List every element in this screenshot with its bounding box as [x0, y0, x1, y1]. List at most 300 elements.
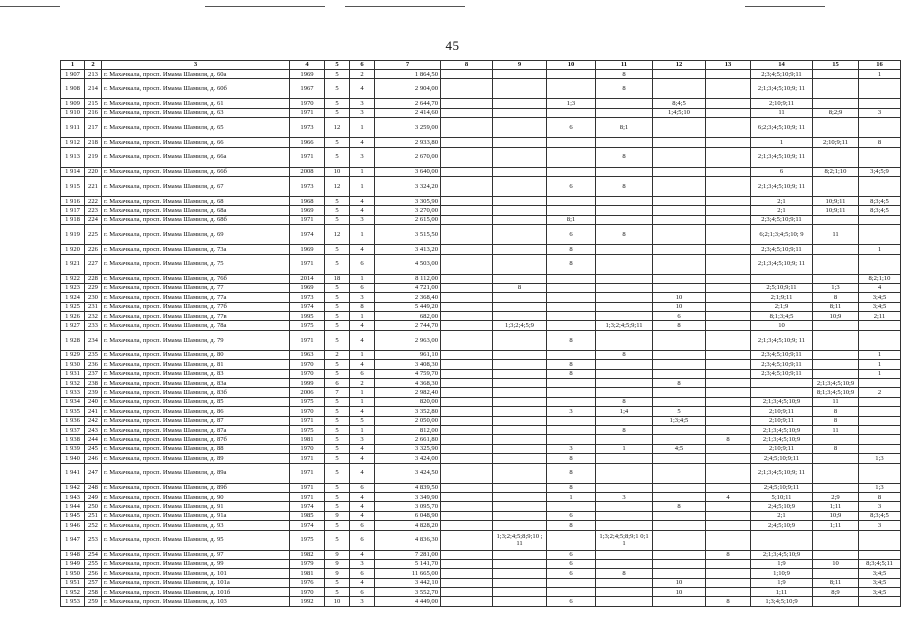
table-cell: 5 [325, 70, 350, 79]
table-cell: 6 [325, 379, 350, 388]
table-cell: 4 [350, 463, 375, 483]
table-cell [596, 511, 653, 520]
table-row [61, 283, 901, 292]
table-cell: 2 982,40 [375, 388, 441, 397]
table-cell [706, 379, 751, 388]
table-cell: 4 [350, 407, 375, 416]
table-cell [653, 550, 706, 559]
table-cell: 1975 [290, 530, 325, 550]
table-cell: 8 [547, 245, 596, 254]
table-cell: 259 [85, 597, 102, 606]
column-header: 3 [102, 61, 290, 70]
table-cell [493, 99, 547, 108]
table-cell: 2;1;3;4;5;10;9 [751, 425, 813, 434]
table-cell [441, 388, 493, 397]
table-cell [596, 360, 653, 369]
table-cell: 1976 [290, 578, 325, 587]
table-cell: 2;10;9;11 [751, 416, 813, 425]
table-cell: 6 [350, 283, 375, 292]
table-cell [493, 569, 547, 578]
table-row [61, 597, 901, 606]
table-cell [653, 435, 706, 444]
table-cell: 5 [325, 99, 350, 108]
table-cell: г. Махачкала, просп. Имама Шамиля, д. 60б [102, 79, 290, 99]
table-cell: 4 [706, 492, 751, 501]
table-cell [441, 454, 493, 463]
table-cell [813, 70, 859, 79]
table-row [61, 578, 901, 587]
table-cell [596, 108, 653, 117]
table-cell: 5 [325, 435, 350, 444]
table-cell [859, 416, 901, 425]
table-cell: 4 [350, 578, 375, 587]
table-cell: г. Махачкала, просп. Имама Шамиля, д. 87б [102, 435, 290, 444]
table-cell: 8 [653, 379, 706, 388]
table-cell: 1979 [290, 559, 325, 568]
table-cell [547, 530, 596, 550]
table-cell: 1971 [290, 215, 325, 224]
table-cell: 223 [85, 206, 102, 215]
table-cell [706, 360, 751, 369]
table-cell [493, 302, 547, 311]
table-cell: г. Махачкала, просп. Имама Шамиля, д. 77в [102, 312, 290, 321]
table-cell: 1971 [290, 330, 325, 350]
table-cell [859, 425, 901, 434]
table-cell [547, 588, 596, 597]
table-cell: 232 [85, 312, 102, 321]
table-cell: 3 408,30 [375, 360, 441, 369]
table-cell: 4 839,50 [375, 483, 441, 492]
table-cell [706, 245, 751, 254]
table-cell: 1999 [290, 379, 325, 388]
table-cell: 8 [596, 225, 653, 245]
table-cell [547, 350, 596, 359]
table-cell: 1 915 [61, 176, 85, 196]
table-cell: 1 935 [61, 407, 85, 416]
table-cell: 3 [547, 444, 596, 453]
table-cell: 3 [350, 293, 375, 302]
table-cell [653, 79, 706, 99]
table-cell: 3 324,20 [375, 176, 441, 196]
table-cell: 3;4;5 [859, 302, 901, 311]
table-cell [859, 397, 901, 406]
table-cell: 5 [325, 360, 350, 369]
table-cell [596, 99, 653, 108]
table-cell [493, 176, 547, 196]
table-cell: 1;3 [547, 99, 596, 108]
table-cell: 3 [350, 559, 375, 568]
table-cell: 8;11 [813, 578, 859, 587]
table-cell: 1 [350, 118, 375, 138]
table-cell [441, 302, 493, 311]
table-cell: 2;1;3;4;5;10;9; 11 [751, 254, 813, 274]
table-cell [493, 70, 547, 79]
table-cell [706, 99, 751, 108]
table-cell [653, 245, 706, 254]
table-cell: 1;3;2;4;5;9 [493, 321, 547, 330]
table-row [61, 407, 901, 416]
table-cell [706, 254, 751, 274]
table-cell: 7 [325, 388, 350, 397]
table-cell: 6 [350, 588, 375, 597]
table-cell: 1;3 [813, 283, 859, 292]
table-cell: 234 [85, 330, 102, 350]
table-cell [441, 435, 493, 444]
table-cell: 8 [596, 70, 653, 79]
table-cell [547, 502, 596, 511]
table-cell [706, 215, 751, 224]
table-cell: г. Махачкала, просп. Имама Шамиля, д. 87 [102, 416, 290, 425]
table-cell: 6 [653, 312, 706, 321]
table-row [61, 147, 901, 167]
table-cell: 1985 [290, 511, 325, 520]
table-cell: г. Махачкала, просп. Имама Шамиля, д. 77 [102, 283, 290, 292]
table-cell: 5 [325, 578, 350, 587]
table-cell: 2;11 [859, 312, 901, 321]
table-cell [596, 330, 653, 350]
table-cell [547, 274, 596, 283]
table-row [61, 521, 901, 530]
table-cell [596, 369, 653, 378]
table-cell [441, 550, 493, 559]
table-cell: 4 721,00 [375, 283, 441, 292]
table-cell [859, 254, 901, 274]
table-cell: 6 [751, 167, 813, 176]
table-cell: 3;4;5;9 [859, 167, 901, 176]
table-cell: 1 934 [61, 397, 85, 406]
table-cell: 1;3 [859, 454, 901, 463]
table-cell [441, 254, 493, 274]
table-cell: 1975 [290, 321, 325, 330]
table-cell: г. Махачкала, просп. Имама Шамиля, д. 99 [102, 559, 290, 568]
table-cell [441, 293, 493, 302]
table-cell [859, 225, 901, 245]
table-cell: 2 644,70 [375, 99, 441, 108]
table-cell [493, 118, 547, 138]
table-cell: 8 [813, 293, 859, 302]
table-cell: 5 [325, 108, 350, 117]
table-cell: 252 [85, 521, 102, 530]
table-cell [706, 293, 751, 302]
table-cell [596, 559, 653, 568]
table-cell: 2 [859, 388, 901, 397]
table-cell: 235 [85, 350, 102, 359]
table-cell [706, 206, 751, 215]
table-cell: 6 [350, 530, 375, 550]
table-cell [653, 330, 706, 350]
table-cell [441, 118, 493, 138]
table-cell [706, 530, 751, 550]
table-cell: 1 [751, 138, 813, 147]
table-cell: г. Махачкала, просп. Имама Шамиля, д. 85 [102, 397, 290, 406]
table-cell: г. Махачкала, просп. Имама Шамиля, д. 68б [102, 215, 290, 224]
table-cell: 6 [547, 176, 596, 196]
table-cell [547, 293, 596, 302]
table-cell: 12 [325, 176, 350, 196]
table-cell: 8 [596, 425, 653, 434]
table-cell [653, 463, 706, 483]
table-cell: 1970 [290, 444, 325, 453]
table-cell [441, 360, 493, 369]
table-cell [596, 550, 653, 559]
table-cell [493, 360, 547, 369]
table-cell: 1969 [290, 206, 325, 215]
table-cell: 1 920 [61, 245, 85, 254]
table-cell: г. Махачкала, просп. Имама Шамиля, д. 101б [102, 588, 290, 597]
table-cell: г. Махачкала, просп. Имама Шамиля, д. 61 [102, 99, 290, 108]
table-cell: 4 [350, 206, 375, 215]
table-cell: 8;1;3;4;5 [751, 312, 813, 321]
table-cell [547, 435, 596, 444]
table-cell [493, 416, 547, 425]
table-cell: 2;1;3;4;5;10;9; 11 [751, 463, 813, 483]
table-cell: 8;2;1;10 [813, 167, 859, 176]
table-cell: 3 352,80 [375, 407, 441, 416]
table-cell: 2;3;4;5;10;9;11 [751, 350, 813, 359]
table-cell: 4;5 [653, 444, 706, 453]
table-cell: 12 [325, 225, 350, 245]
table-cell: 1 941 [61, 463, 85, 483]
table-cell: 1970 [290, 588, 325, 597]
table-cell: 238 [85, 379, 102, 388]
table-row [61, 530, 901, 550]
table-cell [596, 597, 653, 606]
table-cell: г. Махачкала, просп. Имама Шамиля, д. 69 [102, 225, 290, 245]
table-cell: 1 [859, 245, 901, 254]
table-cell: 254 [85, 550, 102, 559]
table-cell [596, 245, 653, 254]
table-row [61, 176, 901, 196]
table-cell [706, 444, 751, 453]
table-cell [441, 502, 493, 511]
table-cell [441, 578, 493, 587]
table-cell: 233 [85, 321, 102, 330]
table-cell [653, 70, 706, 79]
table-cell: 5 [325, 521, 350, 530]
table-cell: 2;1;9 [751, 302, 813, 311]
table-cell [596, 379, 653, 388]
table-cell: 8;9 [813, 588, 859, 597]
table-cell: 5 [653, 407, 706, 416]
table-cell: 8;4;5 [653, 99, 706, 108]
table-cell: 5 [325, 302, 350, 311]
table-cell [547, 138, 596, 147]
table-cell: г. Махачкала, просп. Имама Шамиля, д. 101 [102, 569, 290, 578]
table-cell [441, 312, 493, 321]
table-cell: г. Махачкала, просп. Имама Шамиля, д. 60а [102, 70, 290, 79]
table-cell: 221 [85, 176, 102, 196]
table-cell: 246 [85, 454, 102, 463]
column-header: 4 [290, 61, 325, 70]
table-cell: 4 [350, 454, 375, 463]
table-cell: 1 924 [61, 293, 85, 302]
table-cell [441, 99, 493, 108]
table-cell: 1 [350, 274, 375, 283]
table-cell [706, 483, 751, 492]
table-cell: 1 952 [61, 588, 85, 597]
table-cell: 5 [325, 397, 350, 406]
table-cell: 1;11 [813, 521, 859, 530]
table-cell [859, 330, 901, 350]
table-cell: 4 [350, 492, 375, 501]
table-cell: 8 [813, 407, 859, 416]
table-cell: 1 929 [61, 350, 85, 359]
table-cell [653, 559, 706, 568]
table-cell [653, 397, 706, 406]
table-cell: г. Махачкала, просп. Имама Шамиля, д. 83а [102, 379, 290, 388]
table-cell [547, 379, 596, 388]
table-cell: 8 [813, 444, 859, 453]
table-cell: 4 503,00 [375, 254, 441, 274]
table-cell: 8;3;4;5 [859, 196, 901, 205]
table-cell: 217 [85, 118, 102, 138]
table-cell: г. Махачкала, просп. Имама Шамиля, д. 77б [102, 302, 290, 311]
table-cell [706, 70, 751, 79]
table-cell: 1 945 [61, 511, 85, 520]
column-header: 13 [706, 61, 751, 70]
table-cell [441, 196, 493, 205]
table-cell: 5 [325, 463, 350, 483]
table-cell [706, 521, 751, 530]
table-cell: 961,10 [375, 350, 441, 359]
table-cell [441, 215, 493, 224]
table-cell [441, 483, 493, 492]
table-cell: г. Махачкала, просп. Имама Шамиля, д. 80 [102, 350, 290, 359]
table-cell: 2 661,80 [375, 435, 441, 444]
table-cell [859, 597, 901, 606]
table-cell: 1 933 [61, 388, 85, 397]
table-cell: 3 424,50 [375, 463, 441, 483]
table-cell: 4 836,30 [375, 530, 441, 550]
table-cell [547, 416, 596, 425]
table-cell: 1966 [290, 138, 325, 147]
table-cell: 5 141,70 [375, 559, 441, 568]
table-cell: 1;10;9 [751, 569, 813, 578]
table-cell: 1970 [290, 360, 325, 369]
table-cell: 3;4;5 [859, 569, 901, 578]
table-cell [813, 330, 859, 350]
table-cell [493, 588, 547, 597]
table-cell: г. Махачкала, просп. Имама Шамиля, д. 89 [102, 454, 290, 463]
table-cell: 257 [85, 578, 102, 587]
table-cell [493, 550, 547, 559]
table-cell: 1971 [290, 483, 325, 492]
table-cell [751, 379, 813, 388]
table-cell: 5 [325, 588, 350, 597]
table-cell: 3 270,00 [375, 206, 441, 215]
table-cell: 8 [547, 463, 596, 483]
table-cell: 249 [85, 492, 102, 501]
table-cell: 1967 [290, 79, 325, 99]
table-cell [441, 559, 493, 568]
table-cell [493, 330, 547, 350]
table-cell: 8 [547, 330, 596, 350]
table-cell [653, 511, 706, 520]
table-cell [813, 463, 859, 483]
table-cell: 5 [325, 530, 350, 550]
table-cell [441, 397, 493, 406]
table-cell: 2;10;9;11 [751, 444, 813, 453]
table-cell [813, 454, 859, 463]
table-cell [441, 108, 493, 117]
table-cell: 2;5;10;9;11 [751, 283, 813, 292]
table-cell [653, 283, 706, 292]
table-cell: 1 927 [61, 321, 85, 330]
table-cell [441, 225, 493, 245]
table-row [61, 425, 901, 434]
table-cell: 6;2;1;3;4;5;10; 9 [751, 225, 813, 245]
table-cell [493, 350, 547, 359]
table-cell [441, 330, 493, 350]
table-cell: 229 [85, 283, 102, 292]
table-cell: 10 [653, 302, 706, 311]
table-cell: 5 [325, 293, 350, 302]
table-cell: 1 [859, 360, 901, 369]
table-cell: 6 [350, 569, 375, 578]
table-cell: 6 [547, 569, 596, 578]
table-cell: 8 [859, 138, 901, 147]
table-cell: 3 [350, 108, 375, 117]
table-row [61, 454, 901, 463]
table-cell: 2;10;9;11 [751, 99, 813, 108]
table-cell: 230 [85, 293, 102, 302]
table-cell: 1974 [290, 225, 325, 245]
table-cell: 2 615,00 [375, 215, 441, 224]
table-row [61, 196, 901, 205]
table-cell: 1 [350, 176, 375, 196]
table-cell [653, 360, 706, 369]
table-cell: 2 744,70 [375, 321, 441, 330]
table-row [61, 569, 901, 578]
table-cell [706, 588, 751, 597]
table-cell: 5 [325, 196, 350, 205]
table-cell [706, 454, 751, 463]
table-cell: 216 [85, 108, 102, 117]
table-cell: 1 942 [61, 483, 85, 492]
table-cell: 2 [350, 70, 375, 79]
table-cell: 1 923 [61, 283, 85, 292]
table-cell [859, 176, 901, 196]
table-row [61, 360, 901, 369]
table-cell [706, 283, 751, 292]
table-cell: 1;9 [751, 559, 813, 568]
table-cell [493, 293, 547, 302]
table-cell: 218 [85, 138, 102, 147]
table-cell [596, 293, 653, 302]
table-cell: 8 [706, 435, 751, 444]
table-cell: 1971 [290, 147, 325, 167]
table-cell [596, 138, 653, 147]
table-cell: 1969 [290, 70, 325, 79]
table-cell: г. Махачкала, просп. Имама Шамиля, д. 67 [102, 176, 290, 196]
table-cell [813, 245, 859, 254]
table-cell: 1 932 [61, 379, 85, 388]
table-cell: 1 [350, 312, 375, 321]
table-cell [547, 196, 596, 205]
table-cell: 1;4 [596, 407, 653, 416]
table-cell [813, 147, 859, 167]
table-cell [441, 321, 493, 330]
table-cell [493, 108, 547, 117]
table-cell [706, 79, 751, 99]
table-cell [441, 425, 493, 434]
table-cell: 3 095,70 [375, 502, 441, 511]
table-cell [751, 530, 813, 550]
table-cell: 11 [813, 225, 859, 245]
table-cell [493, 379, 547, 388]
table-cell: 3 413,20 [375, 245, 441, 254]
table-cell: 2;3;4;5;10;9;11 [751, 369, 813, 378]
